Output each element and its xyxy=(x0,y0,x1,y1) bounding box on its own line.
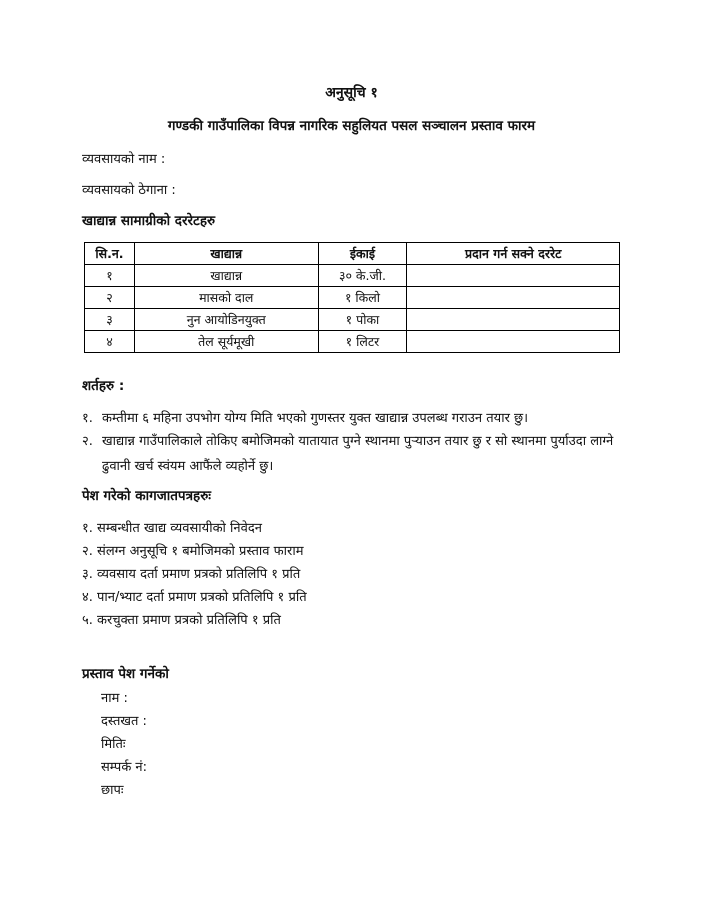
rate-cell xyxy=(407,265,620,287)
rate-cell xyxy=(407,309,620,331)
table-header-row xyxy=(85,243,620,265)
rate-cell xyxy=(407,287,620,309)
condition-item xyxy=(82,429,627,481)
rates-heading: खाद्यान्न सामाग्रीको दररेटहरु xyxy=(82,213,216,229)
rate-cell xyxy=(407,331,620,353)
item-cell: नुन आयोडिनयुक्त xyxy=(134,309,318,331)
serial-cell: ३ xyxy=(85,309,135,331)
table-row xyxy=(85,309,620,331)
serial-cell: ४ xyxy=(85,331,135,353)
document-item: १. सम्बन्धीत खाद्य व्यवसायीको निवेदन xyxy=(82,521,262,536)
column-header: खाद्यान्न xyxy=(134,243,318,265)
unit-cell: १ किलो xyxy=(318,287,407,309)
annex-title: अनुसूचि १ xyxy=(325,85,378,101)
table-row xyxy=(85,331,620,353)
document-item: ४. पान/भ्याट दर्ता प्रमाण प्रत्रको प्रतिलिपि १ प्रति xyxy=(82,590,307,605)
column-header: ईकाई xyxy=(318,243,407,265)
document-item: २. संलग्न अनुसूचि १ बमोजिमको प्रस्ताव फाराम xyxy=(82,544,304,559)
serial-cell: १ xyxy=(85,265,135,287)
column-header: सि.न. xyxy=(85,243,135,265)
serial-cell: २ xyxy=(85,287,135,309)
submitter-stamp-field: छापः xyxy=(101,783,124,798)
unit-cell: १ लिटर xyxy=(318,331,407,353)
table-row xyxy=(85,265,620,287)
condition-item xyxy=(82,408,622,430)
form-title: गण्डकी गाउँपालिका विपन्न नागरिक सहुलियत पसल सञ्चालन प्रस्ताव फारम xyxy=(167,118,536,134)
document-item: ३. व्यवसाय दर्ता प्रमाण प्रत्रको प्रतिलिपि १ प्रति xyxy=(82,567,301,582)
item-cell: खाद्यान्न xyxy=(134,265,318,287)
business-name-label: व्यवसायको नाम : xyxy=(82,152,166,167)
condition-number: २. xyxy=(82,434,93,449)
unit-cell: १ पोका xyxy=(318,309,407,331)
conditions-heading: शर्तहरु : xyxy=(82,378,125,394)
submitter-name-field: नाम : xyxy=(101,691,128,706)
rates-table xyxy=(84,242,620,353)
document-item: ५. करचुक्ता प्रमाण प्रत्रको प्रतिलिपि १ प्रति xyxy=(82,613,281,628)
condition-text: खाद्यान्न गाउँपालिकाले तोकिए बमोजिमको यातायात पुग्ने स्थानमा पुऱ्याउन तयार छु र सो स्थानमा पुर्याउदा लाग्ने ढुवानी खर्च स्वंयम आफैंले व्यहोर्ने छु। xyxy=(102,434,614,474)
submitter-signature-field: दस्तखत : xyxy=(101,714,147,729)
documents-heading: पेश गरेको कागजातपत्रहरुः xyxy=(82,488,211,504)
unit-cell: ३० के.जी. xyxy=(318,265,407,287)
submitter-heading: प्रस्ताव पेश गर्नेको xyxy=(82,666,169,682)
condition-text: कम्तीमा ६ महिना उपभोग योग्य मिति भएको गुणस्तर युक्त खाद्यान्न उपलब्ध गराउन तयार छु। xyxy=(102,411,529,426)
item-cell: तेल सूर्यमूखी xyxy=(134,331,318,353)
item-cell: मासको दाल xyxy=(134,287,318,309)
table-row xyxy=(85,287,620,309)
submitter-contact-field: सम्पर्क नं: xyxy=(101,760,148,775)
submitter-date-field: मितिः xyxy=(101,737,126,752)
business-address-label: व्यवसायको ठेगाना : xyxy=(82,183,176,198)
column-header: प्रदान गर्न सक्ने दररेट xyxy=(407,243,620,265)
condition-number: १. xyxy=(82,411,93,426)
